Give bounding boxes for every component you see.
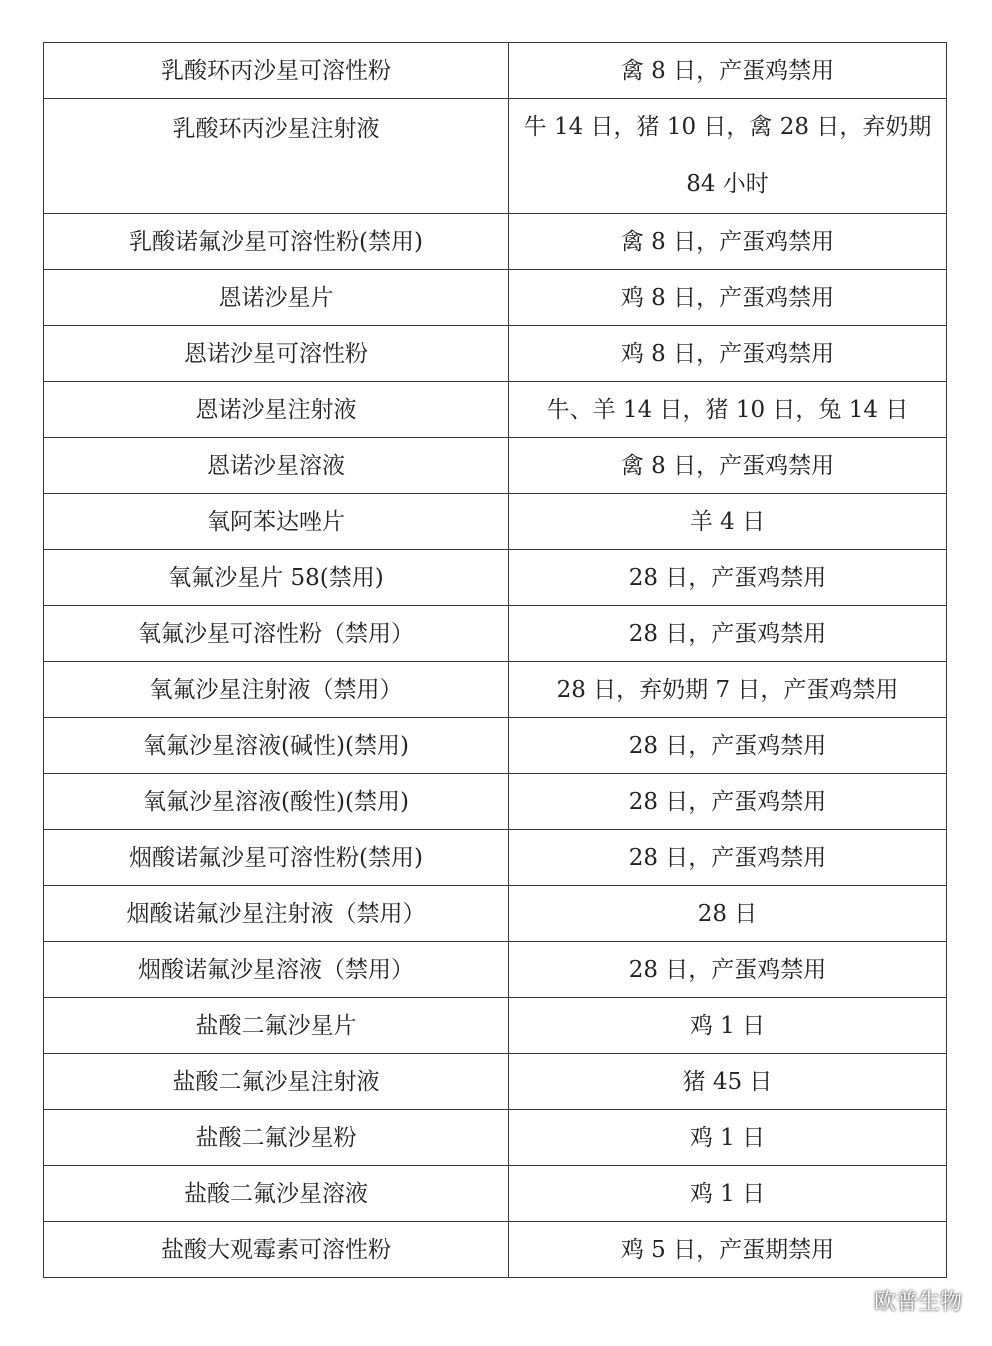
drug-name-cell: 氧阿苯达唑片 <box>44 494 509 550</box>
table-row <box>44 606 947 662</box>
drug-name-cell: 烟酸诺氟沙星注射液（禁用） <box>44 886 509 942</box>
withdrawal-period-cell: 28 日 <box>509 886 947 942</box>
drug-name-cell: 恩诺沙星注射液 <box>44 382 509 438</box>
drug-name-cell: 烟酸诺氟沙星溶液（禁用） <box>44 942 509 998</box>
drug-name-cell: 盐酸二氟沙星注射液 <box>44 1054 509 1110</box>
table-row <box>44 99 947 214</box>
drug-name-cell: 氧氟沙星可溶性粉（禁用） <box>44 606 509 662</box>
withdrawal-period-cell: 羊 4 日 <box>509 494 947 550</box>
drug-name-cell: 盐酸二氟沙星溶液 <box>44 1166 509 1222</box>
drug-name-cell: 恩诺沙星可溶性粉 <box>44 326 509 382</box>
withdrawal-period-cell: 28 日，产蛋鸡禁用 <box>509 718 947 774</box>
withdrawal-period-cell: 牛、羊 14 日，猪 10 日，兔 14 日 <box>509 382 947 438</box>
withdrawal-period-cell: 28 日，产蛋鸡禁用 <box>509 942 947 998</box>
withdrawal-period-cell: 28 日，弃奶期 7 日，产蛋鸡禁用 <box>509 662 947 718</box>
table-row <box>44 718 947 774</box>
withdrawal-period-cell: 28 日，产蛋鸡禁用 <box>509 606 947 662</box>
table-row <box>44 214 947 270</box>
table-row <box>44 550 947 606</box>
table-row <box>44 326 947 382</box>
table-row <box>44 1222 947 1278</box>
drug-name-cell: 盐酸二氟沙星片 <box>44 998 509 1054</box>
watermark-text: 欧普生物 <box>873 1290 962 1315</box>
drug-name-cell: 氧氟沙星注射液（禁用） <box>44 662 509 718</box>
withdrawal-period-cell: 禽 8 日，产蛋鸡禁用 <box>509 438 947 494</box>
table-row <box>44 270 947 326</box>
withdrawal-period-cell: 鸡 8 日，产蛋鸡禁用 <box>509 326 947 382</box>
withdrawal-period-cell: 28 日，产蛋鸡禁用 <box>509 550 947 606</box>
withdrawal-period-cell: 牛 14 日，猪 10 日，禽 28 日，弃奶期 84 小时 <box>509 99 947 214</box>
drug-name-cell: 恩诺沙星溶液 <box>44 438 509 494</box>
withdrawal-period-cell: 猪 45 日 <box>509 1054 947 1110</box>
table-row <box>44 1166 947 1222</box>
table-row <box>44 1054 947 1110</box>
drug-name-cell: 乳酸环丙沙星可溶性粉 <box>44 43 509 99</box>
table-row <box>44 494 947 550</box>
withdrawal-period-cell: 鸡 1 日 <box>509 1110 947 1166</box>
wechat-icon <box>838 1288 868 1314</box>
drug-name-cell: 乳酸诺氟沙星可溶性粉(禁用) <box>44 214 509 270</box>
withdrawal-period-cell: 禽 8 日，产蛋鸡禁用 <box>509 214 947 270</box>
drug-name-cell: 盐酸大观霉素可溶性粉 <box>44 1222 509 1278</box>
drug-name-cell: 氧氟沙星溶液(酸性)(禁用) <box>44 774 509 830</box>
drug-name-cell: 氧氟沙星片 58(禁用) <box>44 550 509 606</box>
drug-withdrawal-table-container <box>43 42 946 1278</box>
withdrawal-period-cell: 28 日，产蛋鸡禁用 <box>509 774 947 830</box>
table-row <box>44 662 947 718</box>
withdrawal-period-cell: 鸡 5 日，产蛋期禁用 <box>509 1222 947 1278</box>
table-row <box>44 438 947 494</box>
table-row <box>44 942 947 998</box>
drug-name-cell: 盐酸二氟沙星粉 <box>44 1110 509 1166</box>
table-row <box>44 382 947 438</box>
table-row <box>44 886 947 942</box>
drug-name-cell: 氧氟沙星溶液(碱性)(禁用) <box>44 718 509 774</box>
withdrawal-period-cell: 鸡 1 日 <box>509 1166 947 1222</box>
withdrawal-period-cell: 28 日，产蛋鸡禁用 <box>509 830 947 886</box>
drug-withdrawal-table <box>43 42 947 1278</box>
withdrawal-period-cell: 鸡 1 日 <box>509 998 947 1054</box>
drug-name-cell: 乳酸环丙沙星注射液 <box>44 99 509 214</box>
withdrawal-period-cell: 鸡 8 日，产蛋鸡禁用 <box>509 270 947 326</box>
withdrawal-period-cell: 禽 8 日，产蛋鸡禁用 <box>509 43 947 99</box>
table-row <box>44 43 947 99</box>
drug-name-cell: 恩诺沙星片 <box>44 270 509 326</box>
table-row <box>44 1110 947 1166</box>
table-row <box>44 830 947 886</box>
table-row <box>44 998 947 1054</box>
drug-name-cell: 烟酸诺氟沙星可溶性粉(禁用) <box>44 830 509 886</box>
table-row <box>44 774 947 830</box>
watermark <box>838 1285 962 1316</box>
